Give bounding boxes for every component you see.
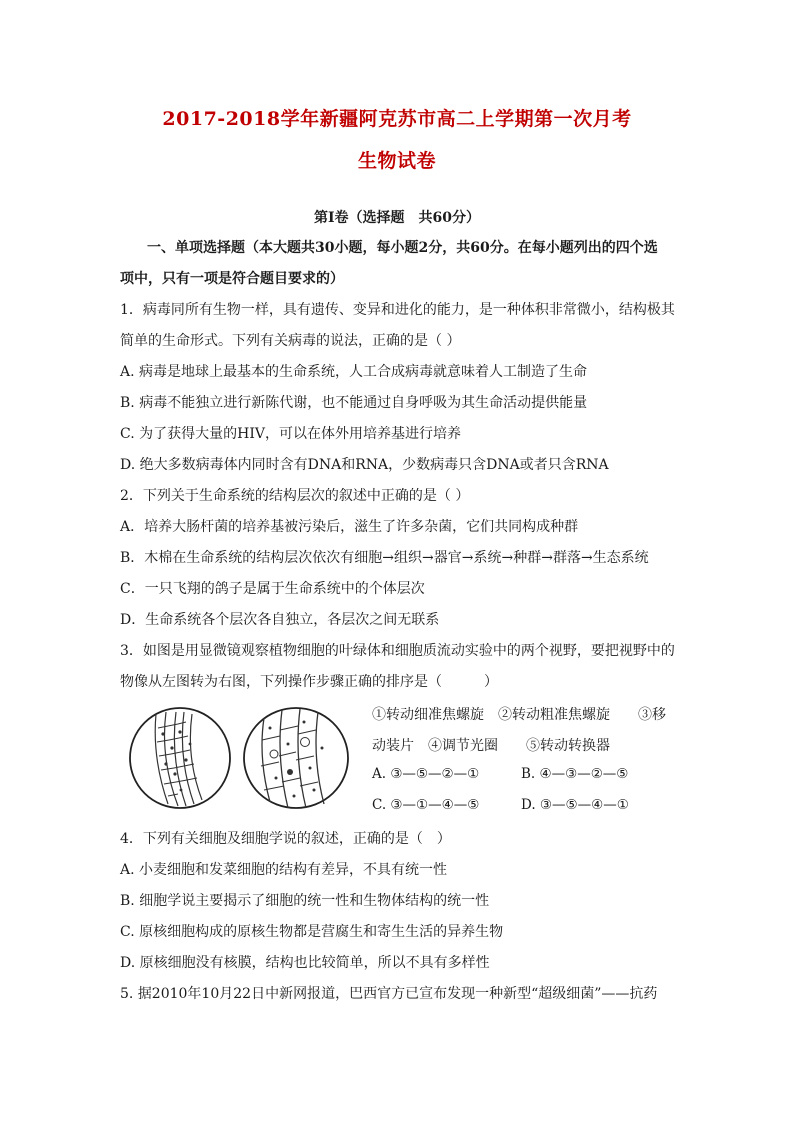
q3-option-b: B. ④—③—②—⑤: [521, 766, 629, 782]
q1-option-c: C. 为了获得大量的HIV，可以在体外用培养基进行培养: [120, 426, 461, 442]
microscope-fields-figure: [128, 704, 350, 812]
q4-option-a: A. 小麦细胞和发菜细胞的结构有差异，不具有统一性: [120, 862, 448, 878]
q4-option-c: C. 原核细胞构成的原核生物都是营腐生和寄生生活的异养生物: [120, 924, 504, 940]
part-header-line2: 项中，只有一项是符合题目要求的）: [120, 271, 344, 287]
q5-stem-line1: 5. 据2010年10月22日中新网报道，巴西官方已宣布发现一种新型“超级细菌”——抗药: [120, 986, 658, 1002]
q4-option-b: B. 细胞学说主要揭示了细胞的统一性和生物体结构的统一性: [120, 893, 490, 909]
q1-option-d: D. 绝大多数病毒体内同时含有DNA和RNA，少数病毒只含DNA或者只含RNA: [120, 457, 609, 473]
exam-title: 2017-2018学年新疆阿克苏市高二上学期第一次月考: [162, 108, 632, 130]
q3-stem-line1: 3．如图是用显微镜观察植物细胞的叶绿体和细胞质流动实验中的两个视野，要把视野中的: [120, 643, 675, 659]
section-title: 第Ⅰ卷（选择题 共60分）: [313, 210, 481, 226]
q2-option-d: D．生命系统各个层次各自独立，各层次之间无联系: [120, 612, 440, 628]
q4-option-d: D. 原核细胞没有核膜，结构也比较简单，所以不具有多样性: [120, 955, 490, 971]
q2-option-b: B．木棉在生命系统的结构层次依次有细胞→组织→器官→系统→种群→群落→生态系统: [120, 550, 649, 566]
q3-option-c: C. ③—①—④—⑤: [372, 797, 480, 813]
q2-option-c: C．一只飞翔的鸽子是属于生命系统中的个体层次: [120, 581, 425, 597]
q3-steps-line2: 动装片 ④调节光圈 ⑤转动转换器: [372, 738, 610, 754]
q3-option-a: A. ③—⑤—②—①: [372, 766, 480, 782]
q1-option-a: A. 病毒是地球上最基本的生命系统，人工合成病毒就意味着人工制造了生命: [120, 364, 588, 380]
q4-stem: 4．下列有关细胞及细胞学说的叙述，正确的是（ ）: [120, 831, 451, 847]
q3-steps-line1: ①转动细准焦螺旋 ②转动粗准焦螺旋 ③移: [372, 707, 666, 723]
exam-subtitle: 生物试卷: [357, 150, 436, 172]
q3-option-d: D. ③—⑤—④—①: [521, 797, 629, 813]
q1-option-b: B. 病毒不能独立进行新陈代谢，也不能通过自身呼吸为其生命活动提供能量: [120, 395, 588, 411]
q3-stem-line2: 物像从左图转为右图，下列操作步骤正确的排序是（ ）: [120, 674, 498, 690]
q2-stem: 2．下列关于生命系统的结构层次的叙述中正确的是（ ）: [120, 488, 470, 504]
q1-stem-line2: 简单的生命形式。下列有关病毒的说法，正确的是（ ）: [120, 333, 461, 349]
right-field-of-view: [244, 708, 348, 808]
q1-stem-line1: 1．病毒同所有生物一样，具有遗传、变异和进化的能力，是一种体积非常微小，结构极其: [120, 302, 675, 318]
q2-option-a: A．培养大肠杆菌的培养基被污染后，滋生了许多杂菌，它们共同构成种群: [120, 519, 579, 535]
part-header-line1: 一、单项选择题（本大题共30小题，每小题2分，共60分。在每小题列出的四个选: [147, 240, 658, 256]
left-field-of-view: [130, 708, 230, 808]
